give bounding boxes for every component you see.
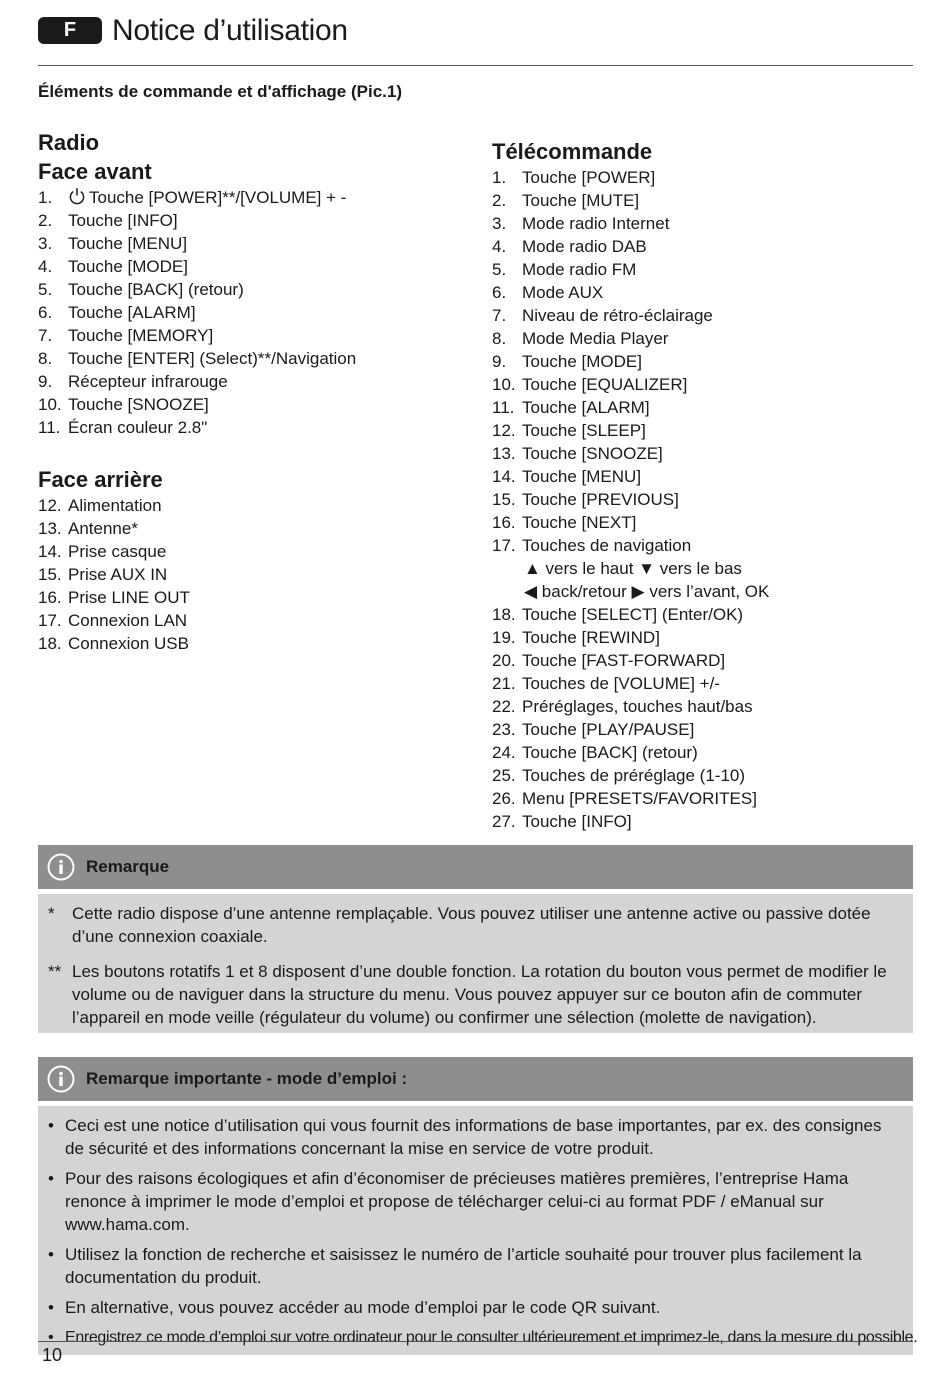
item-text: Touche [NEXT] xyxy=(522,513,637,532)
item-text: Touches de navigation xyxy=(522,536,692,555)
item-text: Mode radio Internet xyxy=(522,214,670,233)
list-item xyxy=(492,327,912,350)
bullet-text: Pour des raisons écologiques et afin d’économiser de précieuses matières premières, l’entreprise Hama renonce à imprimer le mode d’emploi et propose de télécharger celui-ci au format PDF / eManual sur www.hama.com. xyxy=(65,1169,849,1234)
item-text: Connexion USB xyxy=(68,634,189,653)
item-text: Prise LINE OUT xyxy=(68,588,190,607)
item-number: 4. xyxy=(38,257,53,276)
item-number: 12. xyxy=(492,421,516,440)
page-header xyxy=(38,12,913,66)
list-item xyxy=(38,278,478,301)
footer-rule xyxy=(38,1341,913,1342)
item-text: Touche [MEMORY] xyxy=(68,326,214,345)
item-number: 8. xyxy=(492,329,507,348)
item-text: Touche [MODE] xyxy=(68,257,188,276)
item-number: 3. xyxy=(492,214,507,233)
bullet-text: Ceci est une notice d’utilisation qui vous fournit des informations de base importantes, par ex. des consignes de sécurité et des informations concernant la mise en service de votre produit. xyxy=(65,1116,882,1158)
item-number: 10. xyxy=(38,395,62,414)
page-number: 10 xyxy=(42,1345,63,1365)
item-text: Touche [REWIND] xyxy=(522,628,660,647)
item-text: Touche [POWER] xyxy=(522,168,656,187)
item-number: 5. xyxy=(38,280,53,299)
heading-radio: Radio xyxy=(38,130,100,155)
list-item xyxy=(492,672,912,695)
footnote-marker: * xyxy=(48,904,55,923)
note-paragraph xyxy=(48,902,893,948)
item-number: 15. xyxy=(38,565,62,584)
list-item xyxy=(492,787,912,810)
item-text: Mode radio FM xyxy=(522,260,637,279)
list-item xyxy=(38,563,478,586)
list-item xyxy=(492,810,912,833)
bullet-item xyxy=(48,1243,901,1289)
item-number: 18. xyxy=(492,605,516,624)
list-item xyxy=(492,626,912,649)
remote-list xyxy=(492,166,912,557)
item-number: 10. xyxy=(492,375,516,394)
bullet-marker: • xyxy=(48,1329,54,1346)
section-subtitle: Éléments de commande et d'affichage (Pic.1) xyxy=(38,82,402,101)
item-number: 7. xyxy=(38,326,53,345)
item-number: 13. xyxy=(492,444,516,463)
item-number: 21. xyxy=(492,674,516,693)
list-item xyxy=(38,540,478,563)
list-item xyxy=(38,416,478,439)
item-number: 24. xyxy=(492,743,516,762)
item-text: Touche [INFO] xyxy=(522,812,632,831)
note-title: Remarque importante - mode d’emploi : xyxy=(86,1069,408,1088)
list-item xyxy=(492,603,912,626)
item-number: 11. xyxy=(492,398,515,417)
note-header xyxy=(38,845,913,889)
bullet-item xyxy=(48,1326,918,1349)
list-item xyxy=(38,586,478,609)
item-text: Touche [ENTER] (Select)**/Navigation xyxy=(68,349,357,368)
item-text: Touche [SNOOZE] xyxy=(522,444,663,463)
item-number: 1. xyxy=(38,188,53,207)
item-content xyxy=(68,186,346,209)
note-text: Les boutons rotatifs 1 et 8 disposent d’une double fonction. La rotation du bouton vous permet de modifier le volume ou de naviguer dans la structure du menu. Vous pouvez appuyer sur ce bouton afin de commuter l’appareil en mode veille (régulateur du volume) ou confirmer une sélection (molette de navigation). xyxy=(72,962,887,1027)
nav-directions-2: ◀ back/retour ▶ vers l’avant, OK xyxy=(524,582,770,601)
heading-remote: Télécommande xyxy=(492,139,653,164)
item-text: Touche [ALARM] xyxy=(522,398,650,417)
item-text: Touche [SNOOZE] xyxy=(68,395,209,414)
item-number: 20. xyxy=(492,651,516,670)
bullet-marker: • xyxy=(48,1169,54,1188)
item-number: 16. xyxy=(38,588,62,607)
item-number: 17. xyxy=(38,611,62,630)
list-item xyxy=(492,488,912,511)
item-text: Touche [MENU] xyxy=(522,467,642,486)
list-item xyxy=(492,189,912,212)
list-item xyxy=(492,304,912,327)
list-item xyxy=(492,695,912,718)
item-text: Touche [MODE] xyxy=(522,352,642,371)
item-number: 11. xyxy=(38,418,61,437)
right-column xyxy=(492,137,912,833)
item-number: 27. xyxy=(492,812,516,831)
note-box xyxy=(38,845,913,1033)
list-item xyxy=(492,511,912,534)
language-badge: F xyxy=(38,17,102,44)
bullet-text: Utilisez la fonction de recherche et saisissez le numéro de l’article souhaité pour trouver plus facilement la documentation du produit. xyxy=(65,1245,862,1287)
item-text: Menu [PRESETS/FAVORITES] xyxy=(522,789,757,808)
item-number: 3. xyxy=(38,234,53,253)
item-number: 22. xyxy=(492,697,516,716)
document-title: Notice d’utilisation xyxy=(112,14,348,47)
item-number: 6. xyxy=(492,283,507,302)
item-number: 1. xyxy=(492,168,507,187)
list-item xyxy=(38,209,478,232)
heading-front: Face avant xyxy=(38,159,152,184)
item-text: Touche [SLEEP] xyxy=(522,421,646,440)
list-item xyxy=(38,393,478,416)
note-title: Remarque xyxy=(86,857,170,876)
item-number: 2. xyxy=(38,211,53,230)
bullet-marker: • xyxy=(48,1245,54,1264)
bullet-item xyxy=(48,1296,901,1319)
bullet-text: Enregistrez ce mode d’emploi sur votre ordinateur pour le consulter ultérieurement et imprimez-le, dans la mesure du possible. xyxy=(65,1329,918,1346)
item-number: 19. xyxy=(492,628,516,647)
list-item xyxy=(38,232,478,255)
note-text: Cette radio dispose d’une antenne remplaçable. Vous pouvez utiliser une antenne active ou passive dotée d’une connexion coaxiale. xyxy=(72,904,871,946)
item-text: Touches de préréglage (1-10) xyxy=(522,766,746,785)
item-number: 9. xyxy=(492,352,507,371)
item-text: Prise AUX IN xyxy=(68,565,168,584)
list-item xyxy=(492,718,912,741)
list-item xyxy=(38,301,478,324)
list-item xyxy=(492,442,912,465)
info-icon xyxy=(47,1065,75,1093)
item-number: 23. xyxy=(492,720,516,739)
item-number: 16. xyxy=(492,513,516,532)
item-number: 25. xyxy=(492,766,516,785)
item-text: Touche [PREVIOUS] xyxy=(522,490,679,509)
list-item xyxy=(492,373,912,396)
list-item xyxy=(38,517,478,540)
item-number: 13. xyxy=(38,519,62,538)
item-number: 12. xyxy=(38,496,62,515)
note-body xyxy=(38,1106,918,1355)
item-number: 17. xyxy=(492,536,516,555)
footnote-marker: ** xyxy=(48,962,62,981)
item-text: Touche [INFO] xyxy=(68,211,178,230)
bullet-item xyxy=(48,1114,901,1160)
list-item xyxy=(492,465,912,488)
item-text: Préréglages, touches haut/bas xyxy=(522,697,753,716)
list-item xyxy=(38,255,478,278)
item-number: 4. xyxy=(492,237,507,256)
bullet-marker: • xyxy=(48,1116,54,1135)
item-text: Antenne* xyxy=(68,519,138,538)
list-item xyxy=(492,258,912,281)
item-number: 9. xyxy=(38,372,53,391)
list-item xyxy=(492,741,912,764)
note-paragraph xyxy=(48,960,893,1029)
item-text: Touche [EQUALIZER] xyxy=(522,375,688,394)
item-number: 5. xyxy=(492,260,507,279)
item-text: Niveau de rétro-éclairage xyxy=(522,306,713,325)
list-item xyxy=(38,324,478,347)
list-item xyxy=(38,609,478,632)
info-icon xyxy=(47,853,75,881)
list-item xyxy=(492,649,912,672)
item-text: Prise casque xyxy=(68,542,167,561)
item-number: 7. xyxy=(492,306,507,325)
bullet-text: En alternative, vous pouvez accéder au mode d’emploi par le code QR suivant. xyxy=(65,1298,661,1317)
front-panel-list xyxy=(38,186,478,439)
bullet-item xyxy=(48,1167,901,1236)
item-number: 2. xyxy=(492,191,507,210)
heading-back: Face arrière xyxy=(38,467,163,492)
list-item xyxy=(38,494,478,517)
note-body xyxy=(38,894,913,1033)
list-item xyxy=(492,235,912,258)
item-text: Mode Media Player xyxy=(522,329,669,348)
item-number: 14. xyxy=(492,467,516,486)
item-text: Touche [BACK] (retour) xyxy=(522,743,698,762)
left-column xyxy=(38,128,478,655)
item-text: Touche [FAST-FORWARD] xyxy=(522,651,726,670)
item-text: Touche [PLAY/PAUSE] xyxy=(522,720,695,739)
list-item xyxy=(492,396,912,419)
list-item xyxy=(492,350,912,373)
item-text: Mode radio DAB xyxy=(522,237,647,256)
item-text: Alimentation xyxy=(68,496,162,515)
list-item xyxy=(38,347,478,370)
power-icon xyxy=(68,187,86,205)
list-item xyxy=(492,166,912,189)
list-item xyxy=(38,370,478,393)
item-text: Touche [BACK] (retour) xyxy=(68,280,244,299)
item-text: Connexion LAN xyxy=(68,611,188,630)
item-number: 18. xyxy=(38,634,62,653)
item-text: Touche [MUTE] xyxy=(522,191,640,210)
list-item xyxy=(492,281,912,304)
item-text: Mode AUX xyxy=(522,283,604,302)
list-item xyxy=(492,419,912,442)
item-text: Touche [POWER]**/[VOLUME] + - xyxy=(89,188,347,207)
item-text: Écran couleur 2.8" xyxy=(68,418,208,437)
item-number: 26. xyxy=(492,789,516,808)
nav-directions-1: ▲ vers le haut ▼ vers le bas xyxy=(524,559,742,578)
item-text: Récepteur infrarouge xyxy=(68,372,228,391)
item-text: Touche [ALARM] xyxy=(68,303,196,322)
item-text: Touche [MENU] xyxy=(68,234,188,253)
list-item xyxy=(492,534,912,557)
item-number: 15. xyxy=(492,490,516,509)
list-item xyxy=(38,186,478,209)
list-item xyxy=(492,212,912,235)
item-number: 6. xyxy=(38,303,53,322)
item-number: 14. xyxy=(38,542,62,561)
item-text: Touche [SELECT] (Enter/OK) xyxy=(522,605,744,624)
list-item xyxy=(492,764,912,787)
note-header xyxy=(38,1057,913,1101)
item-number: 8. xyxy=(38,349,53,368)
remote-list-continued xyxy=(492,603,912,833)
back-panel-list xyxy=(38,494,478,655)
bullet-marker: • xyxy=(48,1298,54,1317)
list-item xyxy=(38,632,478,655)
item-text: Touches de [VOLUME] +/- xyxy=(522,674,720,693)
important-note-box xyxy=(38,1057,918,1355)
